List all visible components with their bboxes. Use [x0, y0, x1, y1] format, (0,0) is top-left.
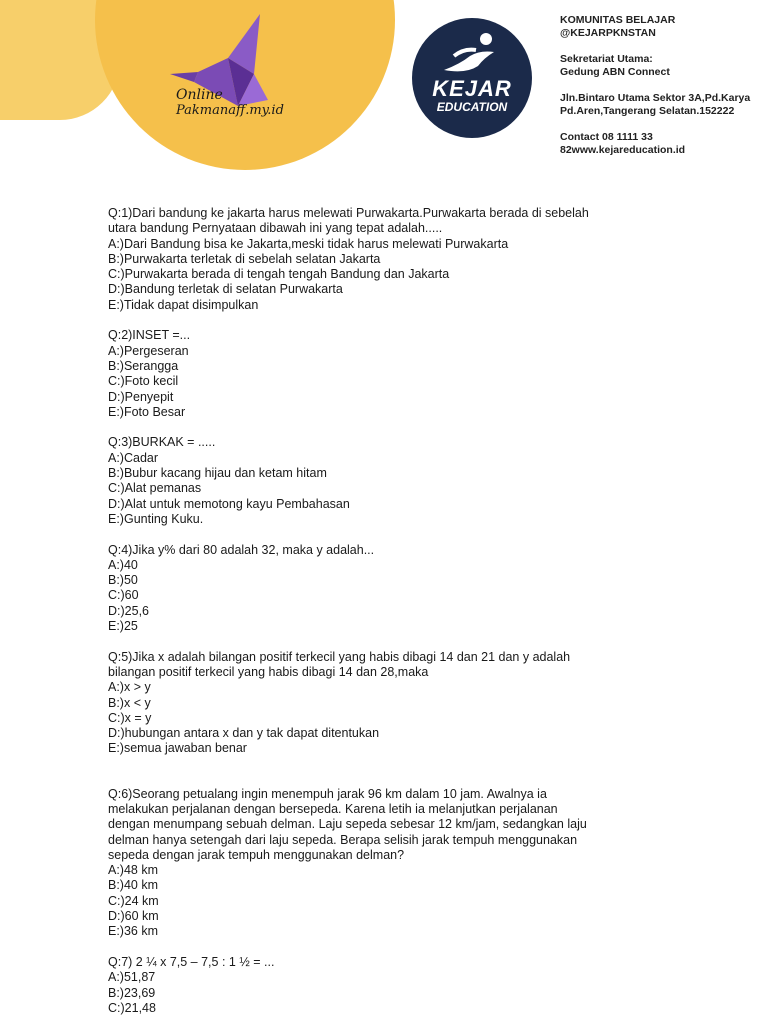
- runner-icon: [440, 30, 504, 76]
- question-list: [108, 206, 668, 1031]
- contact-line: Pd.Aren,Tangerang Selatan.152222: [560, 105, 735, 117]
- question-line: D:)hubungan antara x dan y tak dapat ditentukan: [108, 726, 380, 741]
- logo-text: [176, 88, 284, 118]
- question-line: D:)Penyepit: [108, 389, 174, 404]
- question-line: E:)36 km: [108, 924, 159, 939]
- question-line: A:)Cadar: [108, 450, 159, 465]
- contact-block: [560, 14, 768, 170]
- question-line: A:)40: [108, 557, 138, 572]
- question-line: C:)24 km: [108, 893, 159, 908]
- question-line: sepeda dengan jarak tempuh menggunakan delman?: [108, 847, 405, 862]
- question-line: D:)25,6: [108, 603, 149, 618]
- question-line: B:)Serangga: [108, 358, 179, 373]
- question-line: A:)Pergeseran: [108, 343, 189, 358]
- question-line: utara bandung Pernyataan dibawah ini yang tepat adalah.....: [108, 221, 443, 236]
- contact-line: @KEJARPKNSTAN: [560, 27, 656, 39]
- question-line: B:)x < y: [108, 695, 151, 710]
- question-line: D:)Bandung terletak di selatan Purwakarta: [108, 282, 343, 297]
- contact-line: Contact 08 1111 33: [560, 131, 653, 143]
- question-line: D:)60 km: [108, 909, 159, 924]
- question-line: A:)x > y: [108, 680, 151, 695]
- contact-group: [560, 14, 768, 40]
- contact-group: [560, 131, 768, 157]
- question-line: bilangan positif terkecil yang habis dibagi 14 dan 28,maka: [108, 664, 429, 679]
- page-header: [0, 0, 768, 188]
- question-line: delman hanya setengah dari laju sepeda. Berapa selisih jarak tempuh menggunakan: [108, 832, 578, 847]
- question-line: A:)Dari Bandung bisa ke Jakarta,meski tidak harus melewati Purwakarta: [108, 236, 509, 251]
- question-line: Q:6)Seorang petualang ingin menempuh jarak 96 km dalam 10 jam. Awalnya ia: [108, 786, 547, 801]
- question-block: [108, 787, 668, 940]
- question-line: Q:1)Dari bandung ke jakarta harus melewati Purwakarta.Purwakarta berada di sebelah: [108, 206, 589, 220]
- question-line: Q:5)Jika x adalah bilangan positif terkecil yang habis dibagi 14 dan 21 dan y adalah: [108, 649, 571, 664]
- question-line: E:)Foto Besar: [108, 404, 186, 419]
- question-line: C:)Alat pemanas: [108, 481, 202, 496]
- logo-line-1: Online: [176, 87, 223, 103]
- question-line: B:)23,69: [108, 985, 156, 1000]
- question-line: C:)x = y: [108, 710, 152, 725]
- question-line: C:)Foto kecil: [108, 374, 179, 389]
- contact-line: Jln.Bintaro Utama Sektor 3A,Pd.Karya: [560, 92, 751, 104]
- question-line: C:)Purwakarta berada di tengah tengah Bandung dan Jakarta: [108, 267, 450, 282]
- question-line: Q:7) 2 ¼ x 7,5 – 7,5 : 1 ½ = ...: [108, 954, 275, 969]
- question-block: [108, 650, 668, 757]
- question-block: [108, 206, 668, 313]
- question-line: melakukan perjalanan dengan bersepeda. Karena letih ia melanjutkan perjalanan: [108, 801, 558, 816]
- question-line: B:)40 km: [108, 878, 159, 893]
- question-block: [108, 435, 668, 527]
- contact-line: KOMUNITAS BELAJAR: [560, 14, 676, 26]
- question-line: A:)48 km: [108, 863, 159, 878]
- contact-group: [560, 92, 768, 118]
- question-block: [108, 328, 668, 420]
- question-line: Q:2)INSET =...: [108, 328, 191, 343]
- question-line: dengan menumpang sebuah delman. Laju sepeda sebesar 12 km/jam, sedangkan laju: [108, 817, 587, 832]
- question-line: C:)21,48: [108, 1000, 156, 1015]
- question-line: A:)51,87: [108, 970, 156, 985]
- contact-line: Sekretariat Utama:: [560, 53, 653, 65]
- question-line: Q:4)Jika y% dari 80 adalah 32, maka y adalah...: [108, 542, 375, 557]
- question-line: E:)semua jawaban benar: [108, 741, 247, 756]
- question-line: B:)Bubur kacang hijau dan ketam hitam: [108, 466, 327, 481]
- question-line: E:)25: [108, 619, 138, 634]
- badge-title: KEJAR: [432, 76, 512, 101]
- question-line: E:)Tidak dapat disimpulkan: [108, 297, 259, 312]
- question-line: D:)Alat untuk memotong kayu Pembahasan: [108, 496, 350, 511]
- logo-line-2: Pakmanaff.my.id: [176, 103, 284, 118]
- question-block: [108, 955, 668, 1016]
- question-line: B:)50: [108, 573, 138, 588]
- question-line: E:)Gunting Kuku.: [108, 511, 204, 526]
- question-line: Q:3)BURKAK = .....: [108, 435, 216, 450]
- contact-line: 82www.kejareducation.id: [560, 144, 686, 156]
- question-line: B:)Purwakarta terletak di sebelah selatan Jakarta: [108, 251, 381, 266]
- contact-line: Gedung ABN Connect: [560, 66, 670, 78]
- question-block: [108, 543, 668, 635]
- contact-group: [560, 53, 768, 79]
- badge-subtitle: EDUCATION: [436, 100, 508, 114]
- kejar-education-logo: [412, 18, 532, 138]
- question-line: C:)60: [108, 588, 139, 603]
